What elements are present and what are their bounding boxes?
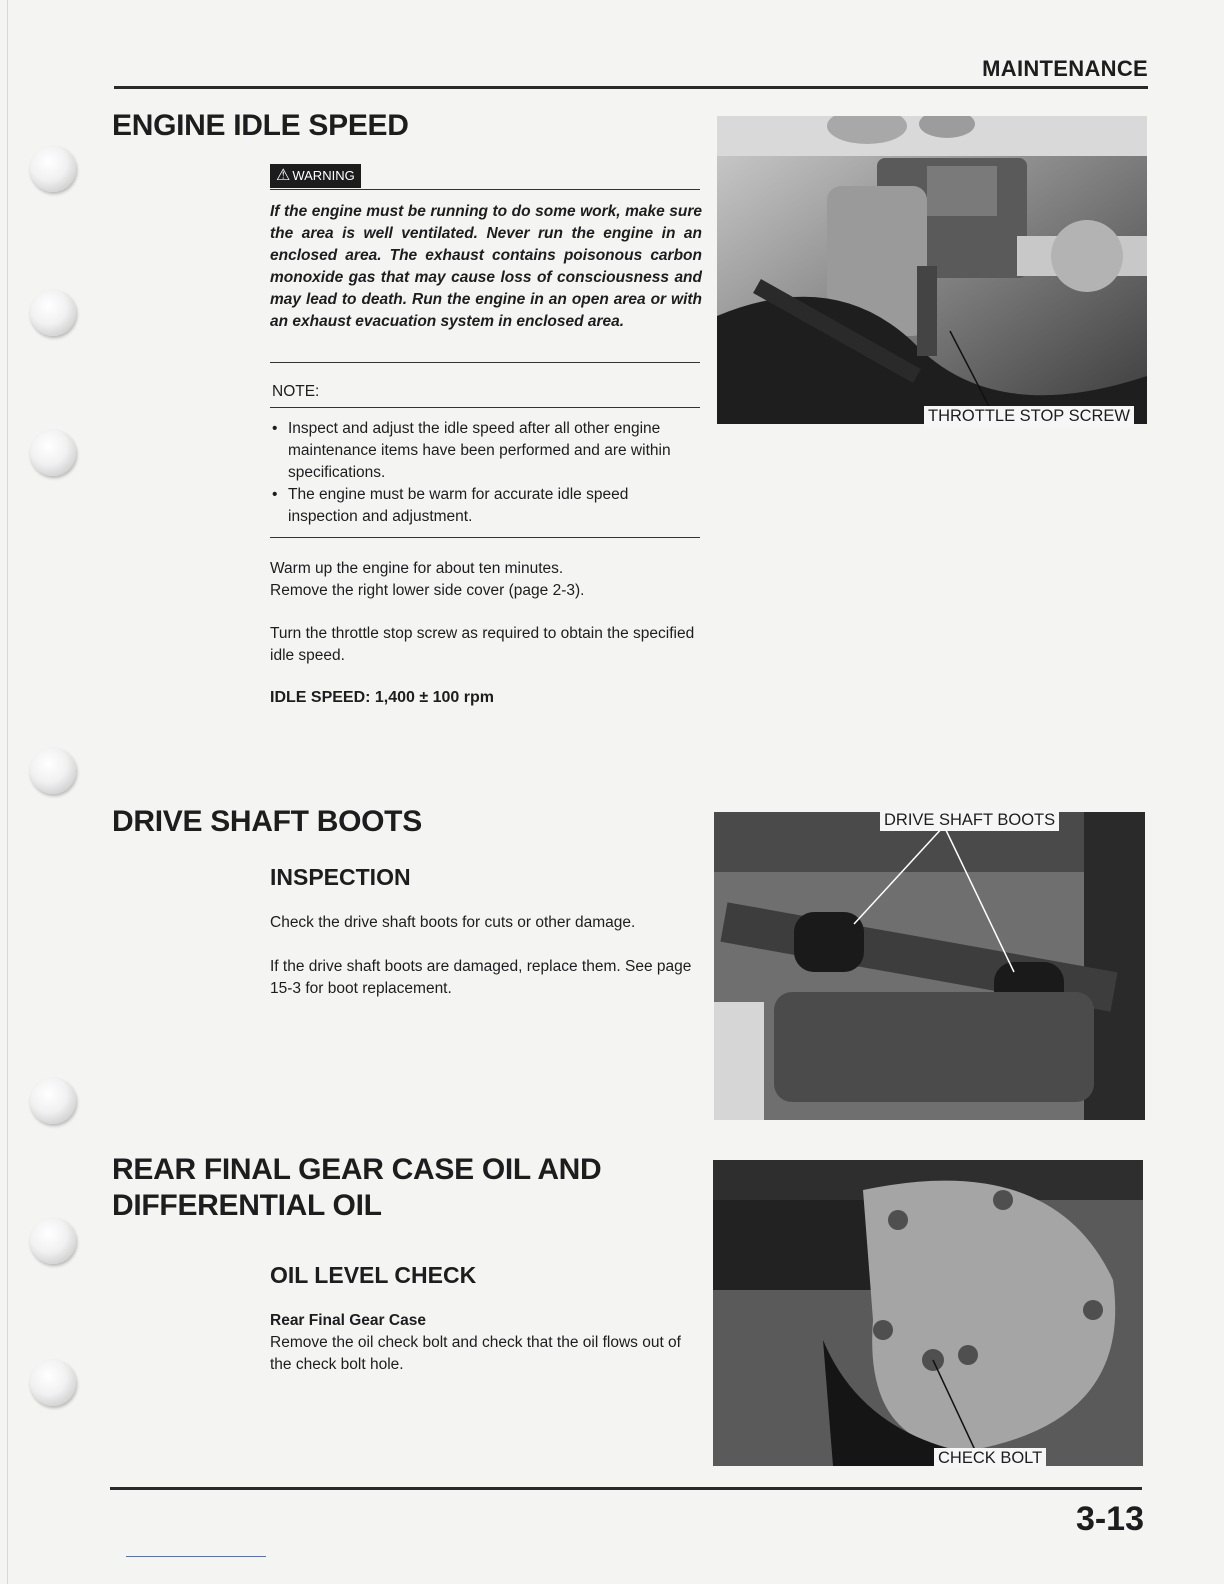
drive-shaft-illustration: [714, 812, 1145, 1120]
scan-artifact-line: [126, 1556, 266, 1557]
warm-up-paragraph: [270, 558, 702, 602]
page-edge-line: [7, 0, 8, 1584]
drive-shaft-paragraph-2: If the drive shaft boots are damaged, replace them. See page 15-3 for boot replacement.: [270, 958, 692, 997]
list-item: • Inspect and adjust the idle speed after all other engine maintenance items have been performed and are within specifications.: [270, 418, 702, 484]
page-number: 3-13: [1075, 1500, 1144, 1538]
check-bolt-photo: [713, 1160, 1143, 1466]
warning-badge: [270, 164, 361, 188]
note-list: [270, 418, 702, 528]
remove-cover-line: Remove the right lower side cover (page 2-3).: [270, 582, 585, 599]
throttle-photo: [717, 116, 1147, 424]
throttle-photo-illustration: [717, 116, 1147, 424]
note-rule-bottom: [270, 537, 700, 538]
check-bolt-illustration: [713, 1160, 1143, 1466]
warm-up-line: Warm up the engine for about ten minutes.: [270, 560, 564, 577]
note-rule-top: [270, 407, 700, 408]
rear-gear-text: [270, 1310, 702, 1376]
throttle-stop-screw-callout: THROTTLE STOP SCREW: [924, 406, 1134, 427]
rear-gear-paragraph: Remove the oil check bolt and check that the oil flows out of the check bolt hole.: [270, 1334, 681, 1373]
drive-shaft-photo: [714, 812, 1145, 1120]
binder-hole: [30, 1360, 76, 1406]
drive-shaft-title: DRIVE SHAFT BOOTS: [112, 805, 422, 838]
warning-rule-bottom: [270, 362, 700, 363]
warning-rule-top: [270, 189, 700, 190]
check-bolt-callout: CHECK BOLT: [934, 1448, 1046, 1469]
note-label: NOTE:: [272, 383, 320, 400]
binder-hole: [30, 1078, 76, 1124]
warning-text: If the engine must be running to do some work, make sure the area is well ventilated. Never run the engine in an enclosed area. The exhaust contains poisonous carbon monoxide gas that may cause loss of consciousness and may lead to death. Run the engine in an open area or with an exhaust evacuation system in enclosed area.: [270, 203, 702, 330]
engine-idle-title: ENGINE IDLE SPEED: [112, 109, 409, 142]
binder-hole: [30, 146, 76, 192]
rear-gear-subheading: Rear Final Gear Case: [270, 1312, 426, 1329]
drive-shaft-boots-callout: DRIVE SHAFT BOOTS: [880, 810, 1059, 831]
throttle-paragraph: Turn the throttle stop screw as required to obtain the specified idle speed.: [270, 625, 695, 664]
rear-gear-title-line-2: DIFFERENTIAL OIL: [112, 1189, 382, 1222]
inspection-subtitle: INSPECTION: [270, 864, 411, 890]
binder-hole: [30, 1218, 76, 1264]
header-rule: [114, 86, 1148, 89]
binder-hole: [30, 290, 76, 336]
list-item: • The engine must be warm for accurate idle speed inspection and adjustment.: [270, 484, 702, 528]
warning-label: WARNING: [292, 168, 355, 183]
oil-level-check-subtitle: OIL LEVEL CHECK: [270, 1262, 477, 1288]
footer-rule: [110, 1487, 1142, 1490]
rear-gear-title-line-1: REAR FINAL GEAR CASE OIL AND: [112, 1153, 602, 1186]
warning-icon: ⚠: [276, 167, 291, 184]
drive-shaft-paragraph-1: Check the drive shaft boots for cuts or other damage.: [270, 914, 636, 931]
rear-gear-title: [112, 1152, 601, 1224]
binder-hole: [30, 748, 76, 794]
binder-hole: [30, 430, 76, 476]
idle-speed-spec: IDLE SPEED: 1,400 ± 100 rpm: [270, 689, 494, 706]
section-header: MAINTENANCE: [982, 56, 1148, 81]
